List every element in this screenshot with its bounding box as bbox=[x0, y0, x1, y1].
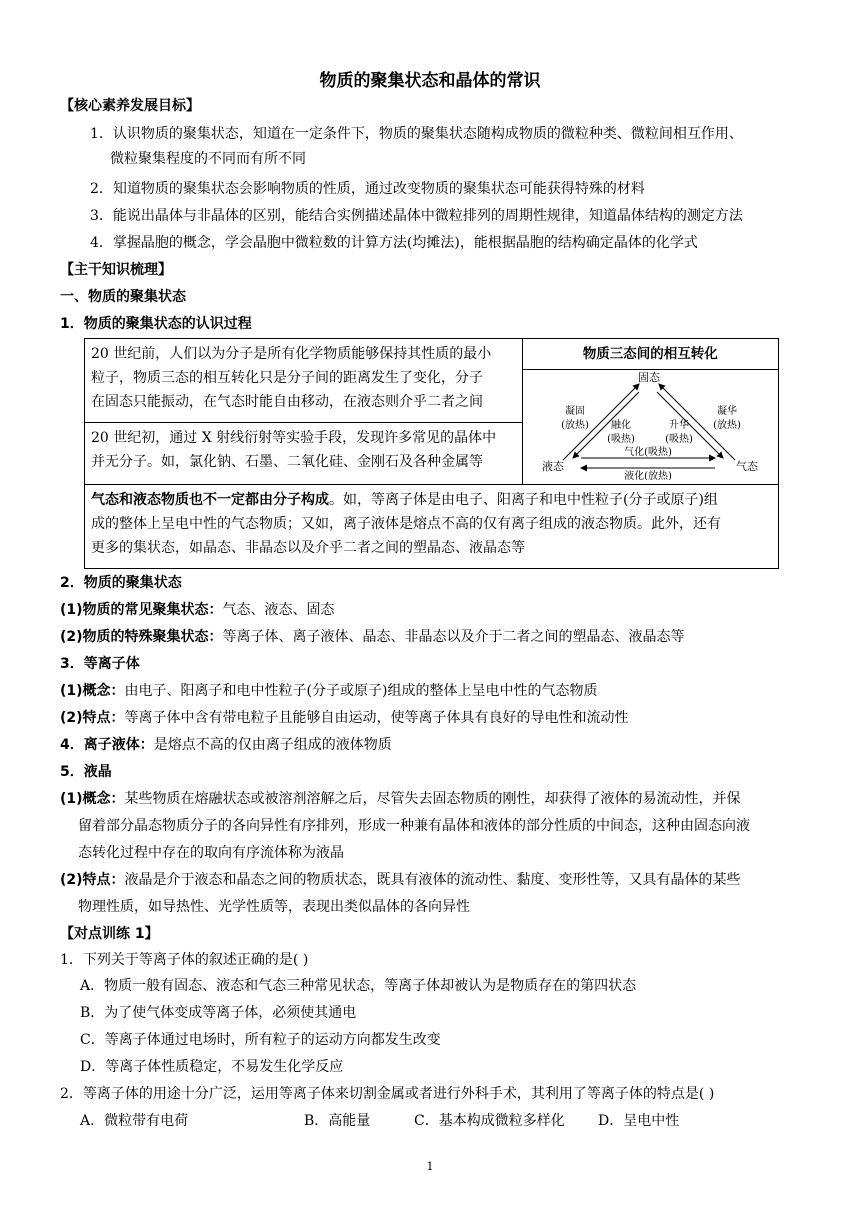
goal-3: 3．能说出晶体与非晶体的区别，能结合实例描述晶体中微粒排列的周期性规律，知道晶体结构的测定方法 bbox=[90, 208, 743, 224]
goal-4: 4．掌握晶胞的概念，学会晶胞中微粒数的计算方法(均摊法)，能根据晶胞的结构确定晶体的化学式 bbox=[90, 235, 698, 251]
label-melt: 融化 bbox=[610, 420, 631, 431]
page-title: 物质的聚集状态和晶体的常识 bbox=[319, 71, 541, 91]
cell2-line-1: 20 世纪初，通过 X 射线衍射等实验手段，发现许多常见的晶体中 bbox=[91, 430, 497, 447]
label-release-1: (放热) bbox=[560, 420, 589, 431]
goal-1: 1．认识物质的聚集状态，知道在一定条件下，物质的聚集状态随构成物质的微粒种类、微粒间相互作用、 bbox=[90, 126, 743, 142]
info-box bbox=[84, 338, 779, 569]
s3-item-2: (2)特点：等离子体中含有带电粒子且能够自由运动，使等离子体具有良好的导电性和流动性 bbox=[60, 710, 629, 726]
cell1-line-3: 在固态只能振动，在气态时能自由移动，在液态则介乎二者之间 bbox=[91, 394, 483, 410]
label-liquid: 液态 bbox=[541, 460, 564, 473]
section-goals: 【核心素养发展目标】 bbox=[60, 98, 200, 114]
q2-option-a: A．微粒带有电荷 bbox=[80, 1113, 189, 1129]
s5-item-2-line-2: 物理性质，如导热性、光学性质等，表现出类似晶体的各向异性 bbox=[78, 899, 470, 915]
cell1-line-1: 20 世纪前，人们以为分子是所有化学物质能够保持其性质的最小 bbox=[91, 346, 492, 362]
label-gas: 气态 bbox=[735, 460, 758, 473]
s2-item-1: (1)物质的常见聚集状态：气态、液态、固态 bbox=[60, 602, 335, 618]
bottom-bold-text: 气态和液态物质也不一定都由分子构成 bbox=[91, 492, 329, 508]
label-release-2: (放热) bbox=[712, 420, 741, 431]
s5-item-1-line-2: 留着部分晶态物质分子的各向异性有序排列，形成一种兼有晶体和液体的部分性质的中间态，这种由固态向液 bbox=[78, 818, 750, 834]
practice-heading: 【对点训练 1】 bbox=[60, 926, 159, 942]
s5-item-1: (1)概念：某些物质在熔融状态或被溶剂溶解之后，尽管失去固态物质的刚性，却获得了液体的易流动性，并保 bbox=[60, 791, 741, 807]
s4-item: 4．离子液体：是熔点不高的仅由离子组成的液体物质 bbox=[60, 737, 392, 753]
question-2: 2．等离子体的用途十分广泛，运用等离子体来切割金属或者进行外科手术，其利用了等离子体的特点是( ) bbox=[60, 1086, 715, 1102]
s2-item-2: (2)物质的特殊聚集状态：等离子体、离子液体、晶态、非晶态以及介于二者之间的塑晶态、液晶态等 bbox=[60, 629, 685, 645]
q1-option-c: C．等离子体通过电场时，所有粒子的运动方向都发生改变 bbox=[80, 1032, 441, 1048]
label-sublime: 升华 bbox=[668, 420, 689, 431]
page-number: 1 bbox=[426, 1160, 434, 1173]
q2-option-c: C．基本构成微粒多样化 bbox=[414, 1113, 565, 1129]
q1-option-d: D．等离子体性质稳定，不易发生化学反应 bbox=[80, 1059, 344, 1075]
bottom-rest-text: 。如，等离子体是由电子、阳离子和电中性粒子(分子或原子)组 bbox=[329, 492, 718, 508]
cell2-line-2: 并无分子。如，氯化钠、石墨、二氧化硅、金刚石及各种金属等 bbox=[91, 454, 483, 471]
label-solid: 固态 bbox=[637, 371, 660, 384]
label-vaporize: 气化(吸热) bbox=[623, 447, 672, 458]
box-cell-1 bbox=[85, 339, 523, 423]
box-cell-3 bbox=[85, 485, 779, 569]
label-absorb-2: (吸热) bbox=[664, 434, 693, 445]
label-freeze: 凝固 bbox=[564, 406, 585, 417]
label-absorb-1: (吸热) bbox=[606, 434, 635, 445]
question-1: 1．下列关于等离子体的叙述正确的是( ) bbox=[60, 952, 309, 968]
q1-option-b: B．为了使气体变成等离子体，必须使其通电 bbox=[80, 1005, 357, 1021]
s5-item-1-line-3: 态转化过程中存在的取向有序流体称为液晶 bbox=[78, 845, 344, 861]
q1-option-a: A．物质一般有固态、液态和气态三种常见状态，等离子体却被认为是物质存在的第四状态 bbox=[80, 978, 637, 994]
q2-option-d: D．呈电中性 bbox=[598, 1113, 680, 1129]
bottom-line-3: 更多的集状态，如晶态、非晶态以及介乎二者之间的塑晶态、液晶态等 bbox=[91, 540, 525, 556]
goal-1-cont: 微粒聚集程度的不同而有所不同 bbox=[110, 151, 306, 167]
subheading-1: 1．物质的聚集状态的认识过程 bbox=[60, 316, 252, 332]
cell1-line-2: 粒子，物质三态的相互转化只是分子间的距离发生了变化，分子 bbox=[91, 370, 483, 386]
section-knowledge: 【主干知识梳理】 bbox=[60, 262, 172, 278]
subheading-5: 5．液晶 bbox=[60, 764, 112, 780]
bottom-line-2: 成的整体上呈电中性的气态物质；又如，离子液体是熔点不高的仅有离子组成的液态物质。此外，还有 bbox=[91, 516, 721, 532]
label-liquefy: 液化(放热) bbox=[623, 471, 672, 480]
box-cell-2 bbox=[85, 423, 523, 485]
subheading-3: 3．等离子体 bbox=[60, 656, 140, 672]
diagram-title: 物质三态间的相互转化 bbox=[523, 339, 778, 370]
s3-item-1: (1)概念：由电子、阳离子和电中性粒子(分子或原子)组成的整体上呈电中性的气态物质 bbox=[60, 683, 598, 699]
state-transition-diagram bbox=[523, 370, 778, 480]
diagram-cell bbox=[522, 339, 778, 485]
s5-item-2: (2)特点：液晶是介于液态和晶态之间的物质状态，既具有液体的流动性、黏度、变形性等，又具有晶体的某些 bbox=[60, 872, 741, 888]
label-deposit: 凝华 bbox=[716, 406, 737, 417]
q2-option-b: B．高能量 bbox=[304, 1113, 371, 1129]
goal-2: 2．知道物质的聚集状态会影响物质的性质，通过改变物质的聚集状态可能获得特殊的材料 bbox=[90, 181, 645, 197]
part-1-heading: 一、物质的聚集状态 bbox=[60, 289, 186, 305]
subheading-2: 2．物质的聚集状态 bbox=[60, 575, 182, 591]
